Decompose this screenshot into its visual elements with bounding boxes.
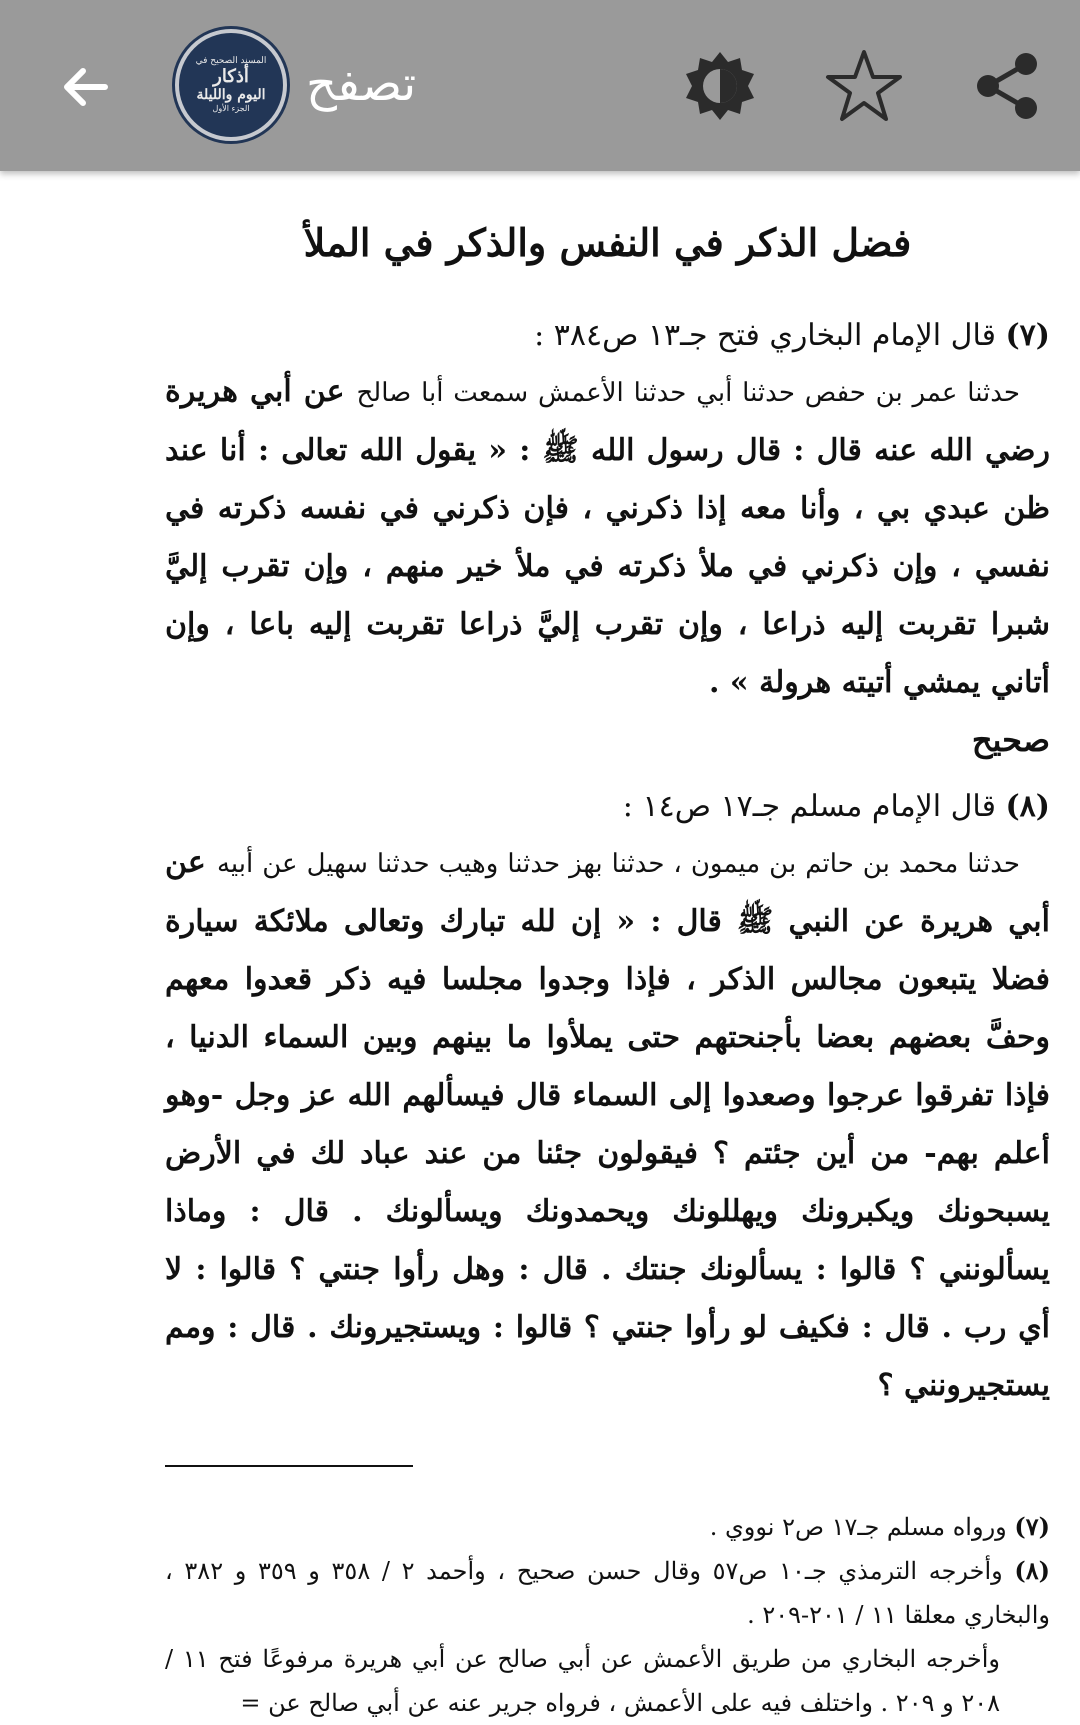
section-heading: فضل الذكر في النفس والذكر في الملأ bbox=[303, 220, 912, 265]
footnote-7-number: (٧) bbox=[1014, 1512, 1050, 1541]
hadith-7-body bbox=[165, 363, 1050, 712]
hadith-7-chain: حدثنا عمر بن حفص حدثنا أبي حدثنا الأعمش سمعت أبا صالح bbox=[356, 378, 1020, 408]
footnote-8 bbox=[165, 1549, 1050, 1637]
book-logo: المسند الصحيح في أذكار اليوم والليلة الجزء الأول bbox=[175, 29, 287, 141]
footnote-7 bbox=[165, 1505, 1050, 1549]
star-icon bbox=[825, 47, 903, 125]
footnote-8-number: (٨) bbox=[1014, 1556, 1051, 1585]
hadith-7-source-text: قال الإمام البخاري فتح جـ١٣ ص٣٨٤ : bbox=[534, 318, 996, 353]
footnote-divider bbox=[165, 1465, 413, 1467]
hadith-8-source bbox=[165, 780, 1050, 834]
footnote-8-text: وأخرجه الترمذي جـ١٠ ص٥٧ وقال حسن صحيح ، وأحمد ٢ / ٣٥٨ و ٣٥٩ و ٣٨٢ ، والبخاري معلقا ١١ / ٢٠١-٢٠٩ . bbox=[165, 1557, 1050, 1629]
hadith-7-source bbox=[165, 309, 1050, 363]
hadith-7-number: (٧) bbox=[1005, 318, 1050, 353]
footnote-7-text: ورواه مسلم جـ١٧ ص٢ نووي . bbox=[709, 1513, 1007, 1541]
hadith-8-text: عن أبي هريرة عن النبي ﷺ قال : « إن لله تبارك وتعالى ملائكة سيارة فضلا يتبعون مجالس الذكر ، فإذا وجدوا مجلسا فيه ذكر قعدوا معهم وحفَّ بعضهم بعضا بأجنحتهم حتى يملأوا ما بينهم وبين السماء الدنيا ، فإذا تفرقوا عرجوا وصعدوا إلى السماء قال فيسألهم الله عز وجل -وهو أعلم بهم- من أين جئتم ؟ فيقولون جئنا من عند عباد لك في الأرض يسبحونك ويكبرونك ويهللونك ويحمدونك ويسألونك . قال : وماذا يسألونني ؟ قالوا : يسألونك جنتك . قال : وهل رأوا جنتي ؟ قالوا : لا أي رب . قال : فكيف لو رأوا جنتي ؟ قالوا : ويستجيرونك . قال : ومم يستجيرونني ؟ bbox=[165, 845, 1051, 1403]
book-page bbox=[165, 215, 1050, 1725]
footnote-8-continued: وأخرجه البخاري من طريق الأعمش عن أبي صالح عن أبي هريرة مرفوعًا فتح ١١ / ٢٠٨ و ٢٠٩ . واختلف فيه على الأعمش ، فرواه جرير عنه عن أبي صالح عن = bbox=[165, 1645, 1000, 1717]
app-title: تصفح bbox=[306, 56, 417, 112]
share-icon bbox=[972, 50, 1044, 122]
brightness-icon bbox=[684, 50, 756, 122]
hadith-8-body bbox=[165, 834, 1050, 1415]
hadith-7-grade: صحيح bbox=[971, 721, 1050, 759]
back-arrow-icon bbox=[57, 59, 113, 115]
brightness-button[interactable] bbox=[680, 46, 760, 126]
share-button[interactable] bbox=[968, 46, 1048, 126]
hadith-8-number: (٨) bbox=[1005, 789, 1050, 824]
back-button[interactable] bbox=[50, 52, 120, 122]
hadith-8-source-text: قال الإمام مسلم جـ١٧ ص١٤ : bbox=[622, 789, 996, 824]
favorite-button[interactable] bbox=[824, 46, 904, 126]
hadith-7-text: عن أبي هريرة رضي الله عنه قال : قال رسول الله ﷺ : « يقول الله تعالى : أنا عند ظن عبدي بي ، وأنا معه إذا ذكرني ، فإن ذكرني في نفسه ذكرته في نفسي ، وإن ذكرني في ملأ ذكرته في ملأ خير منهم ، وإن تقرب إليَّ شبرا تقربت إليه ذراعا ، وإن تقرب إليَّ ذراعا تقربت إليه باعا ، وإن أتاني يمشي أتيته هرولة » . bbox=[165, 374, 1050, 700]
hadith-8-chain: حدثنا محمد بن حاتم بن ميمون ، حدثنا بهز حدثنا وهيب حدثنا سهيل عن أبيه bbox=[216, 849, 1020, 879]
app-bar bbox=[0, 0, 1080, 171]
